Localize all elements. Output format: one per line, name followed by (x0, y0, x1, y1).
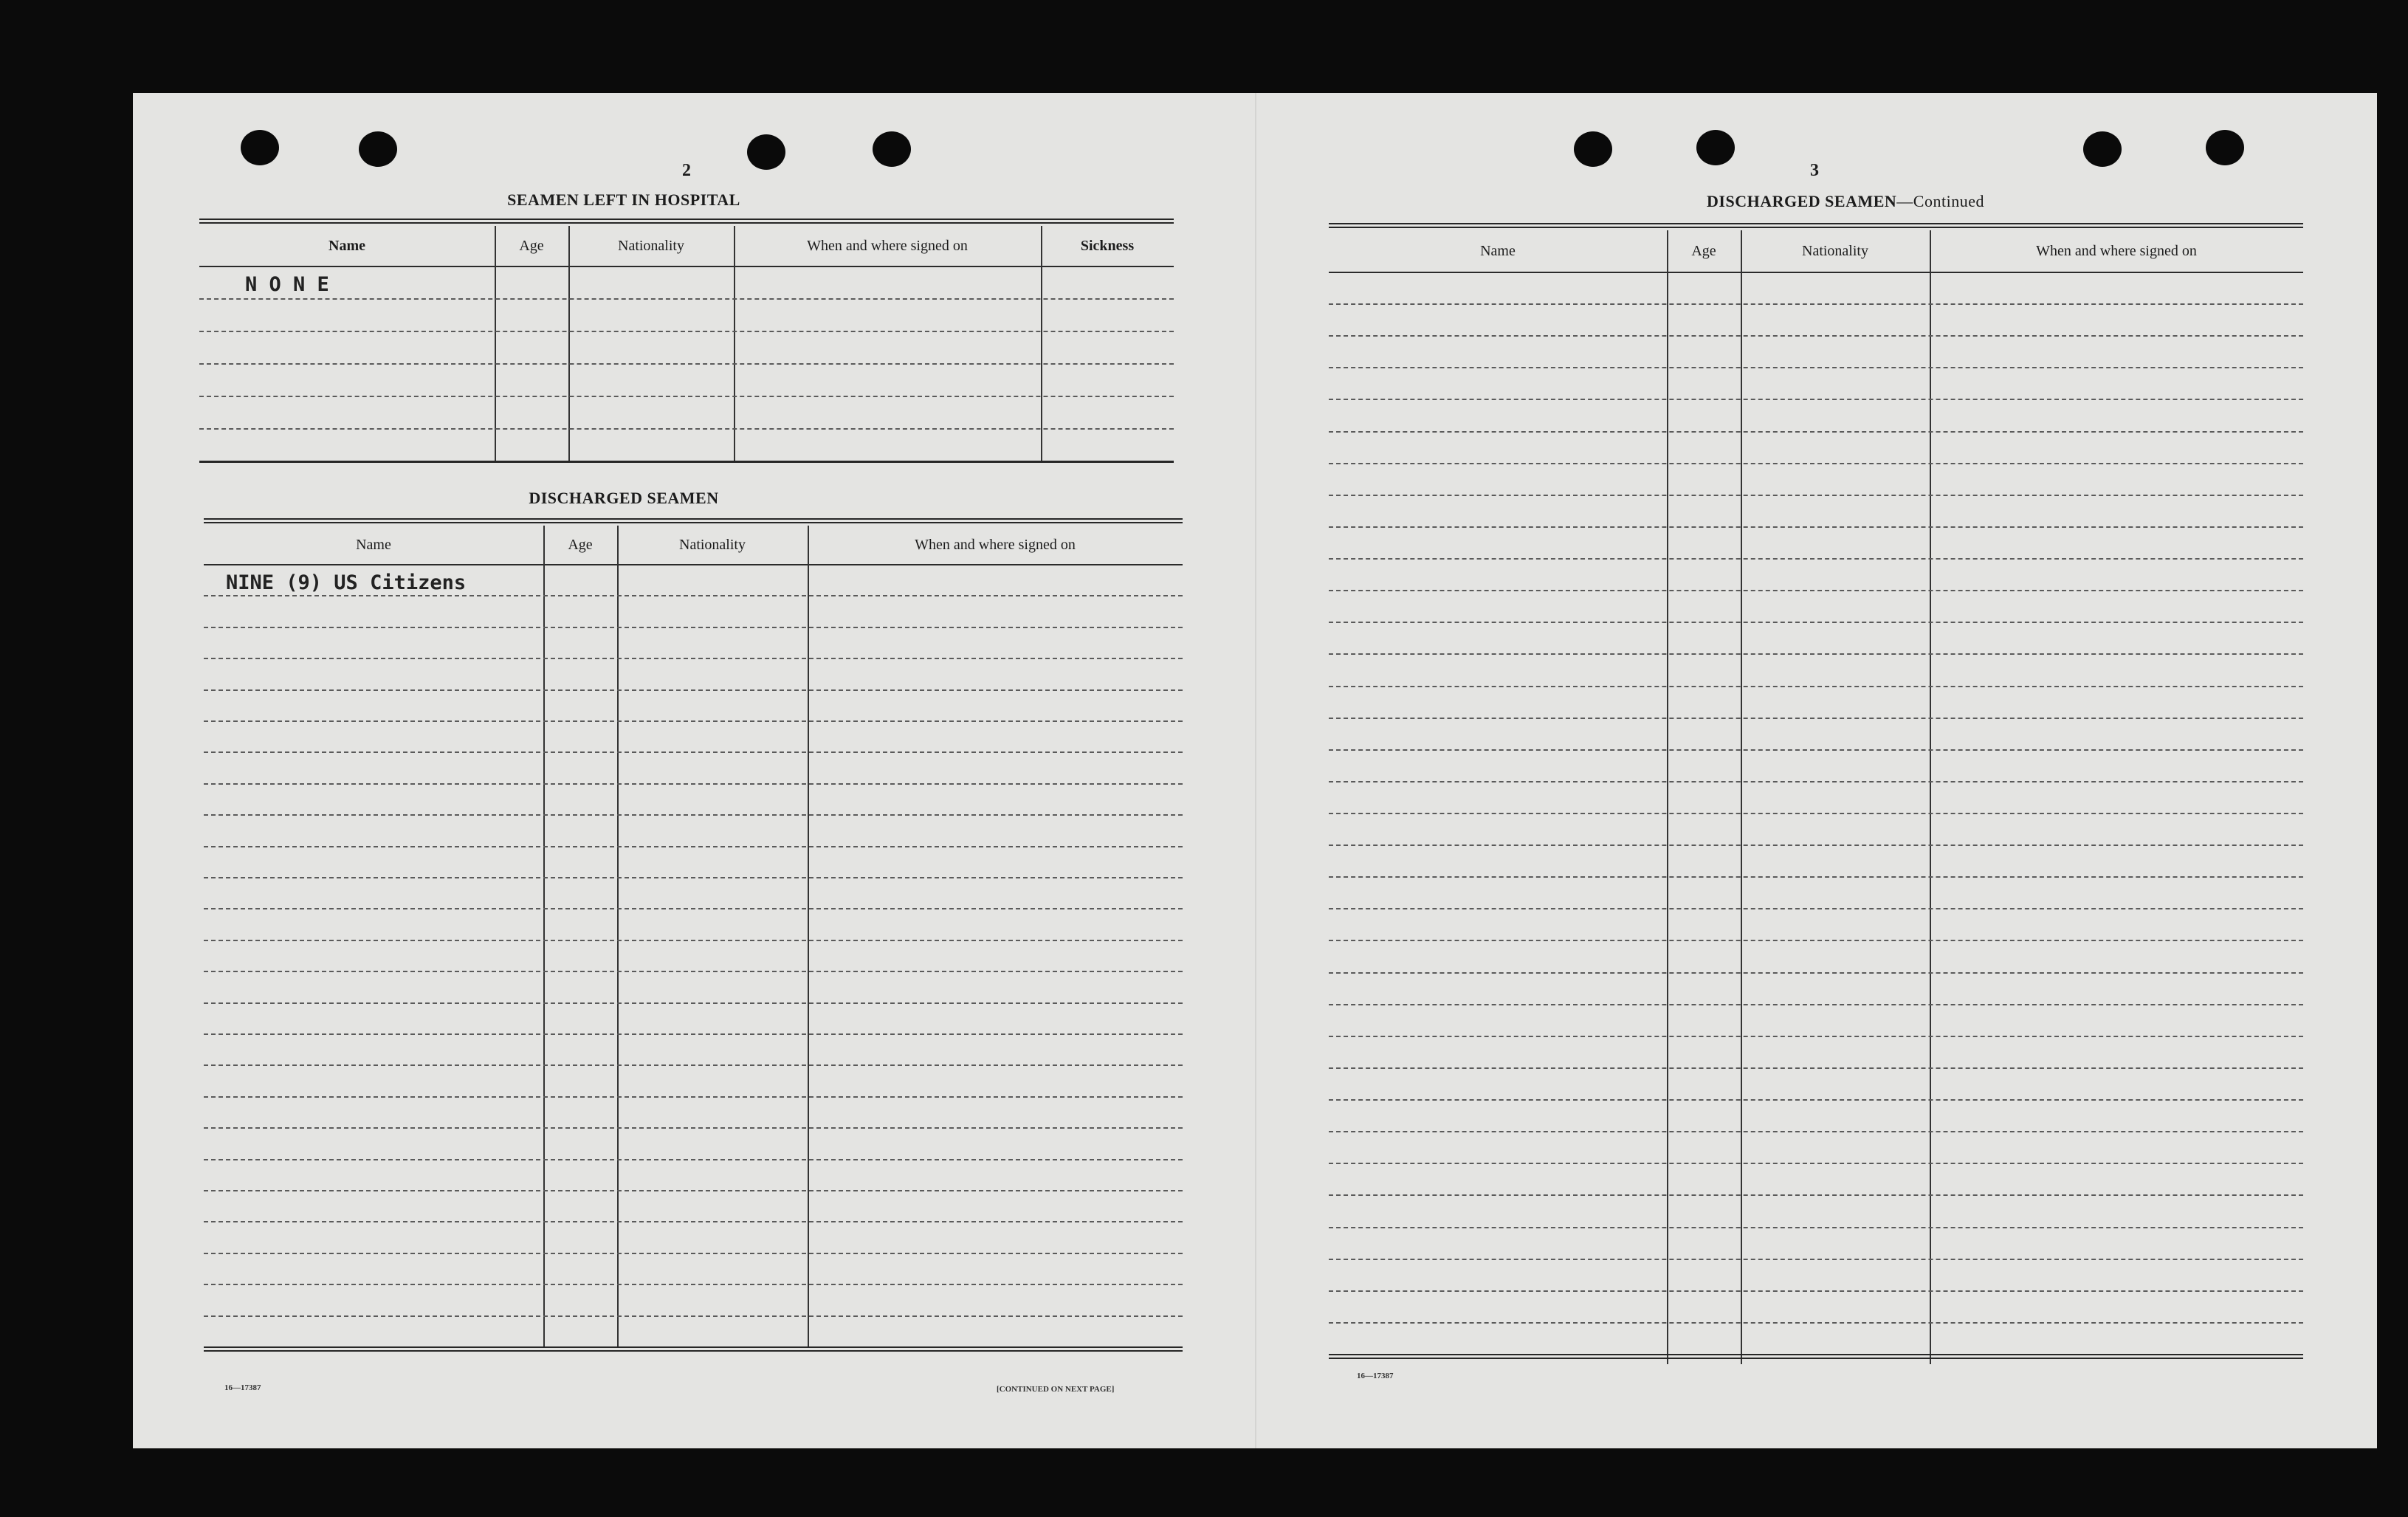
column-header-sickness: Sickness (1080, 237, 1135, 254)
table-header-row (204, 526, 1183, 565)
form-number-right: 16—17387 (1357, 1372, 1394, 1380)
punch-hole (2083, 131, 2122, 167)
table-row (204, 751, 1183, 753)
table-row (204, 846, 1183, 847)
column-header-age: Age (1691, 242, 1716, 259)
table-top-rule (199, 219, 1174, 224)
table-row (204, 1253, 1183, 1254)
table-row (1329, 1036, 2303, 1037)
table-row (204, 1221, 1183, 1222)
page-number-right: 3 (1810, 161, 1819, 180)
table-row (1329, 1259, 2303, 1260)
punch-hole (2206, 130, 2244, 165)
table-row (199, 428, 1174, 430)
table-row (1329, 749, 2303, 751)
table-row (199, 396, 1174, 397)
table-row (204, 814, 1183, 816)
table-row (204, 1127, 1183, 1129)
table-row (204, 1315, 1183, 1317)
table-row (204, 658, 1183, 659)
table-row (204, 1002, 1183, 1004)
table-top-rule (204, 518, 1183, 523)
column-header-age: Age (568, 536, 593, 553)
column-divider (543, 526, 545, 1346)
table-row (1329, 686, 2303, 687)
table-row (204, 1064, 1183, 1066)
table-row (204, 1190, 1183, 1191)
table-bottom-rule (204, 1346, 1183, 1352)
table-row (204, 1033, 1183, 1035)
column-header-signed-on: When and where signed on (807, 237, 968, 254)
table-row (1329, 940, 2303, 941)
table-row (204, 595, 1183, 596)
table-row (1329, 1290, 2303, 1292)
table-row (204, 940, 1183, 941)
table-row (1329, 303, 2303, 305)
table-row (1329, 718, 2303, 719)
table-row (204, 908, 1183, 909)
table-row (1329, 813, 2303, 814)
table-row (204, 1096, 1183, 1098)
table-row (199, 363, 1174, 365)
table-row (1329, 1163, 2303, 1164)
punch-hole (359, 131, 397, 167)
table-header-row (1329, 230, 2303, 273)
table-row (199, 298, 1174, 300)
table-row (1329, 399, 2303, 400)
column-header-nationality: Nationality (618, 237, 684, 254)
table-row (204, 720, 1183, 722)
page-fold (1255, 93, 1256, 1448)
column-divider (808, 526, 809, 1346)
table-row (204, 689, 1183, 691)
column-header-age: Age (519, 237, 544, 254)
table-row (1329, 653, 2303, 655)
column-header-signed-on: When and where signed on (2036, 242, 2197, 259)
punch-hole (873, 131, 911, 167)
table-row (1329, 1322, 2303, 1324)
discharged-continued-title (1329, 192, 2362, 211)
table-row (1329, 1099, 2303, 1101)
punch-hole (1696, 130, 1735, 165)
table-row (1329, 1067, 2303, 1069)
table-row (1329, 526, 2303, 528)
table-row (1329, 1227, 2303, 1228)
table-row (1329, 495, 2303, 496)
table-top-rule (1329, 223, 2303, 228)
table-row (1329, 558, 2303, 560)
hospital-section-title: SEAMEN LEFT IN HOSPITAL (507, 190, 740, 209)
table-row (1329, 781, 2303, 782)
title-continued: —Continued (1896, 192, 1984, 210)
punch-hole (241, 130, 279, 165)
form-number-left: 16—17387 (224, 1383, 261, 1392)
hospital-table (199, 219, 1174, 469)
table-row (1329, 1194, 2303, 1196)
table-row (1329, 1004, 2303, 1005)
table-row (204, 1159, 1183, 1160)
hospital-entry: N O N E (245, 273, 329, 296)
table-row (1329, 463, 2303, 464)
table-row (1329, 845, 2303, 846)
discharged-table (204, 518, 1183, 1360)
discharged-continued-table (1329, 223, 2303, 1360)
punch-hole (1574, 131, 1612, 167)
table-row (1329, 1131, 2303, 1132)
column-divider (734, 226, 735, 461)
table-bottom-rule (1329, 1354, 2303, 1359)
table-row (204, 627, 1183, 628)
table-row (1329, 431, 2303, 433)
table-bottom-rule (199, 461, 1174, 463)
table-row (204, 971, 1183, 972)
column-header-nationality: Nationality (679, 536, 746, 553)
discharged-entry: NINE (9) US Citizens (226, 571, 467, 594)
table-row (199, 331, 1174, 332)
title-main: DISCHARGED SEAMEN (1707, 192, 1897, 210)
page-number-left: 2 (682, 161, 691, 180)
document-sheet (133, 93, 2377, 1448)
column-header-signed-on: When and where signed on (915, 536, 1076, 553)
column-divider (495, 226, 496, 461)
table-row (204, 877, 1183, 878)
column-header-name: Name (1480, 242, 1516, 259)
column-header-name: Name (328, 237, 365, 254)
table-row (1329, 972, 2303, 974)
table-row (1329, 590, 2303, 591)
table-row (204, 783, 1183, 785)
table-row (1329, 622, 2303, 623)
discharged-section-title: DISCHARGED SEAMEN (529, 489, 719, 507)
column-header-nationality: Nationality (1802, 242, 1868, 259)
column-header-name: Name (356, 536, 391, 553)
table-header-row (199, 226, 1174, 267)
table-row (1329, 335, 2303, 337)
column-divider (568, 226, 570, 461)
continued-note: [CONTINUED ON NEXT PAGE] (997, 1385, 1115, 1394)
column-divider (617, 526, 619, 1346)
table-row (1329, 876, 2303, 878)
table-row (204, 1284, 1183, 1285)
column-divider (1041, 226, 1042, 461)
table-row (1329, 908, 2303, 909)
table-row (1329, 367, 2303, 368)
punch-hole (747, 134, 785, 170)
